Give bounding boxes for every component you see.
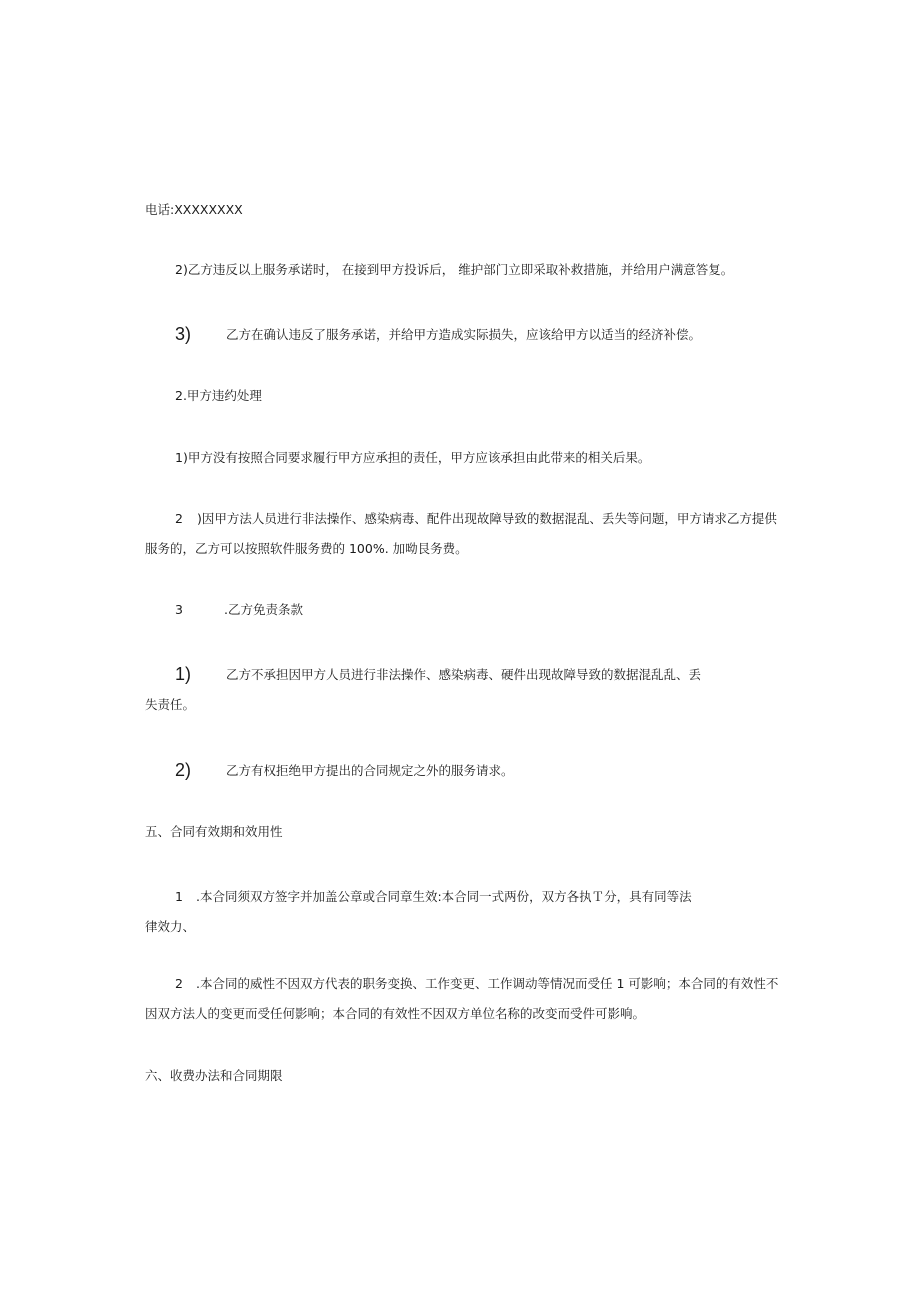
- list-number-5-1: 1: [175, 889, 183, 904]
- list-number-1: 1): [175, 664, 192, 684]
- heading-party-b-exemption: .乙方免责条款: [224, 602, 303, 617]
- paragraph-exemption-1-line1: 乙方不承担因甲方人员进行非法操作、感染病毒、硬件出现故障导致的数据混乱乱、丢: [226, 667, 702, 682]
- heading-number-3: 3: [175, 602, 183, 617]
- paragraph-validity-1-line2: 律效力、: [145, 919, 196, 934]
- list-number-2: 2: [175, 511, 183, 526]
- heading-party-a-breach: 2.甲方违约处理: [175, 388, 262, 403]
- paragraph-validity-2-line1: .本合同的威性不因双方代表的职务变换、工作变更、工作调动等情况而受任 1 可影响；本合同的有效性不: [196, 976, 779, 991]
- section-heading-6: 六、收费办法和合同期限: [145, 1068, 283, 1083]
- phone-line: 电话:XXXXXXXX: [145, 202, 243, 217]
- list-number-2-big: 2): [175, 760, 192, 780]
- paragraph-party-a-1: 1)甲方没有按照合同要求履行甲方应承担的责任，甲方应该承担由此带来的相关后果。: [175, 450, 651, 465]
- paragraph-party-a-2-line2: 服务的，乙方可以按照软件服务费的 100%. 加呦艮务费。: [145, 541, 468, 556]
- section-heading-5: 五、合同有效期和效用性: [145, 824, 283, 839]
- list-number-3: 3): [175, 324, 192, 344]
- paragraph-validity-1-line1: .本合同须双方签字并加盖公章或合同章生效:本合同一式两份，双方各执Ｔ分，具有同等法: [196, 889, 692, 904]
- paragraph-exemption-2: 乙方有权拒绝甲方提出的合同规定之外的服务请求。: [226, 763, 514, 778]
- paragraph-party-a-2-line1: )因甲方法人员进行非法操作、感染病毒、配件出现故障导致的数据混乱、丢失等问题，甲方请求乙方提供: [197, 511, 777, 526]
- paragraph-exemption-1-line2: 失责任。: [145, 697, 196, 712]
- paragraph-validity-2-line2: 因双方法人的变更而受任何影响；本合同的有效性不因双方单位名称的改变而受件可影响。: [145, 1006, 646, 1021]
- paragraph-breach-2: 2)乙方违反以上服务承诺时， 在接到甲方投诉后， 维护部门立即采取补救措施，并给用户满意答复。: [175, 262, 734, 277]
- paragraph-breach-3: 乙方在确认违反了服务承诺，并给甲方造成实际损失，应该给甲方以适当的经济补偿。: [226, 327, 702, 342]
- list-number-5-2: 2: [175, 976, 183, 991]
